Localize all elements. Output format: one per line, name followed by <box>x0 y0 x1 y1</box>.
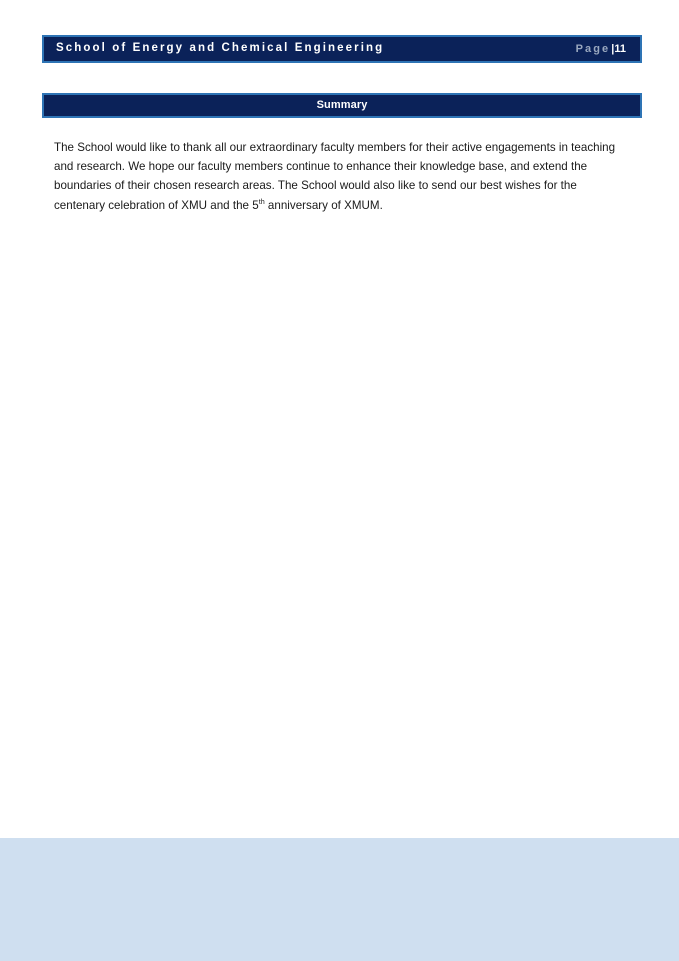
section-heading-bar <box>42 93 642 118</box>
header-page-separator: | <box>611 42 615 55</box>
header-page-number: 11 <box>614 42 626 55</box>
footer-decorative-band <box>0 838 679 961</box>
running-header-bar <box>42 35 642 63</box>
ordinal-suffix: th <box>258 196 265 206</box>
header-page-indicator <box>576 44 630 55</box>
header-page-word: Page <box>575 42 611 55</box>
summary-paragraph <box>54 138 629 215</box>
section-heading-label: Summary <box>316 99 368 111</box>
summary-paragraph-text-before-ordinal: The School would like to thank all our extraordinary faculty members for their active engagements in teaching and research. We hope our faculty members continue to enhance their knowledge base, and extend the boundaries of their chosen research areas. The School would also like to send our best wishes for the centenary celebration of XMU and the 5 <box>54 141 616 212</box>
summary-paragraph-text-after-ordinal: anniversary of XMUM. <box>264 198 383 212</box>
header-title: School of Energy and Chemical Engineering <box>56 42 385 55</box>
body-content-area <box>54 138 629 215</box>
